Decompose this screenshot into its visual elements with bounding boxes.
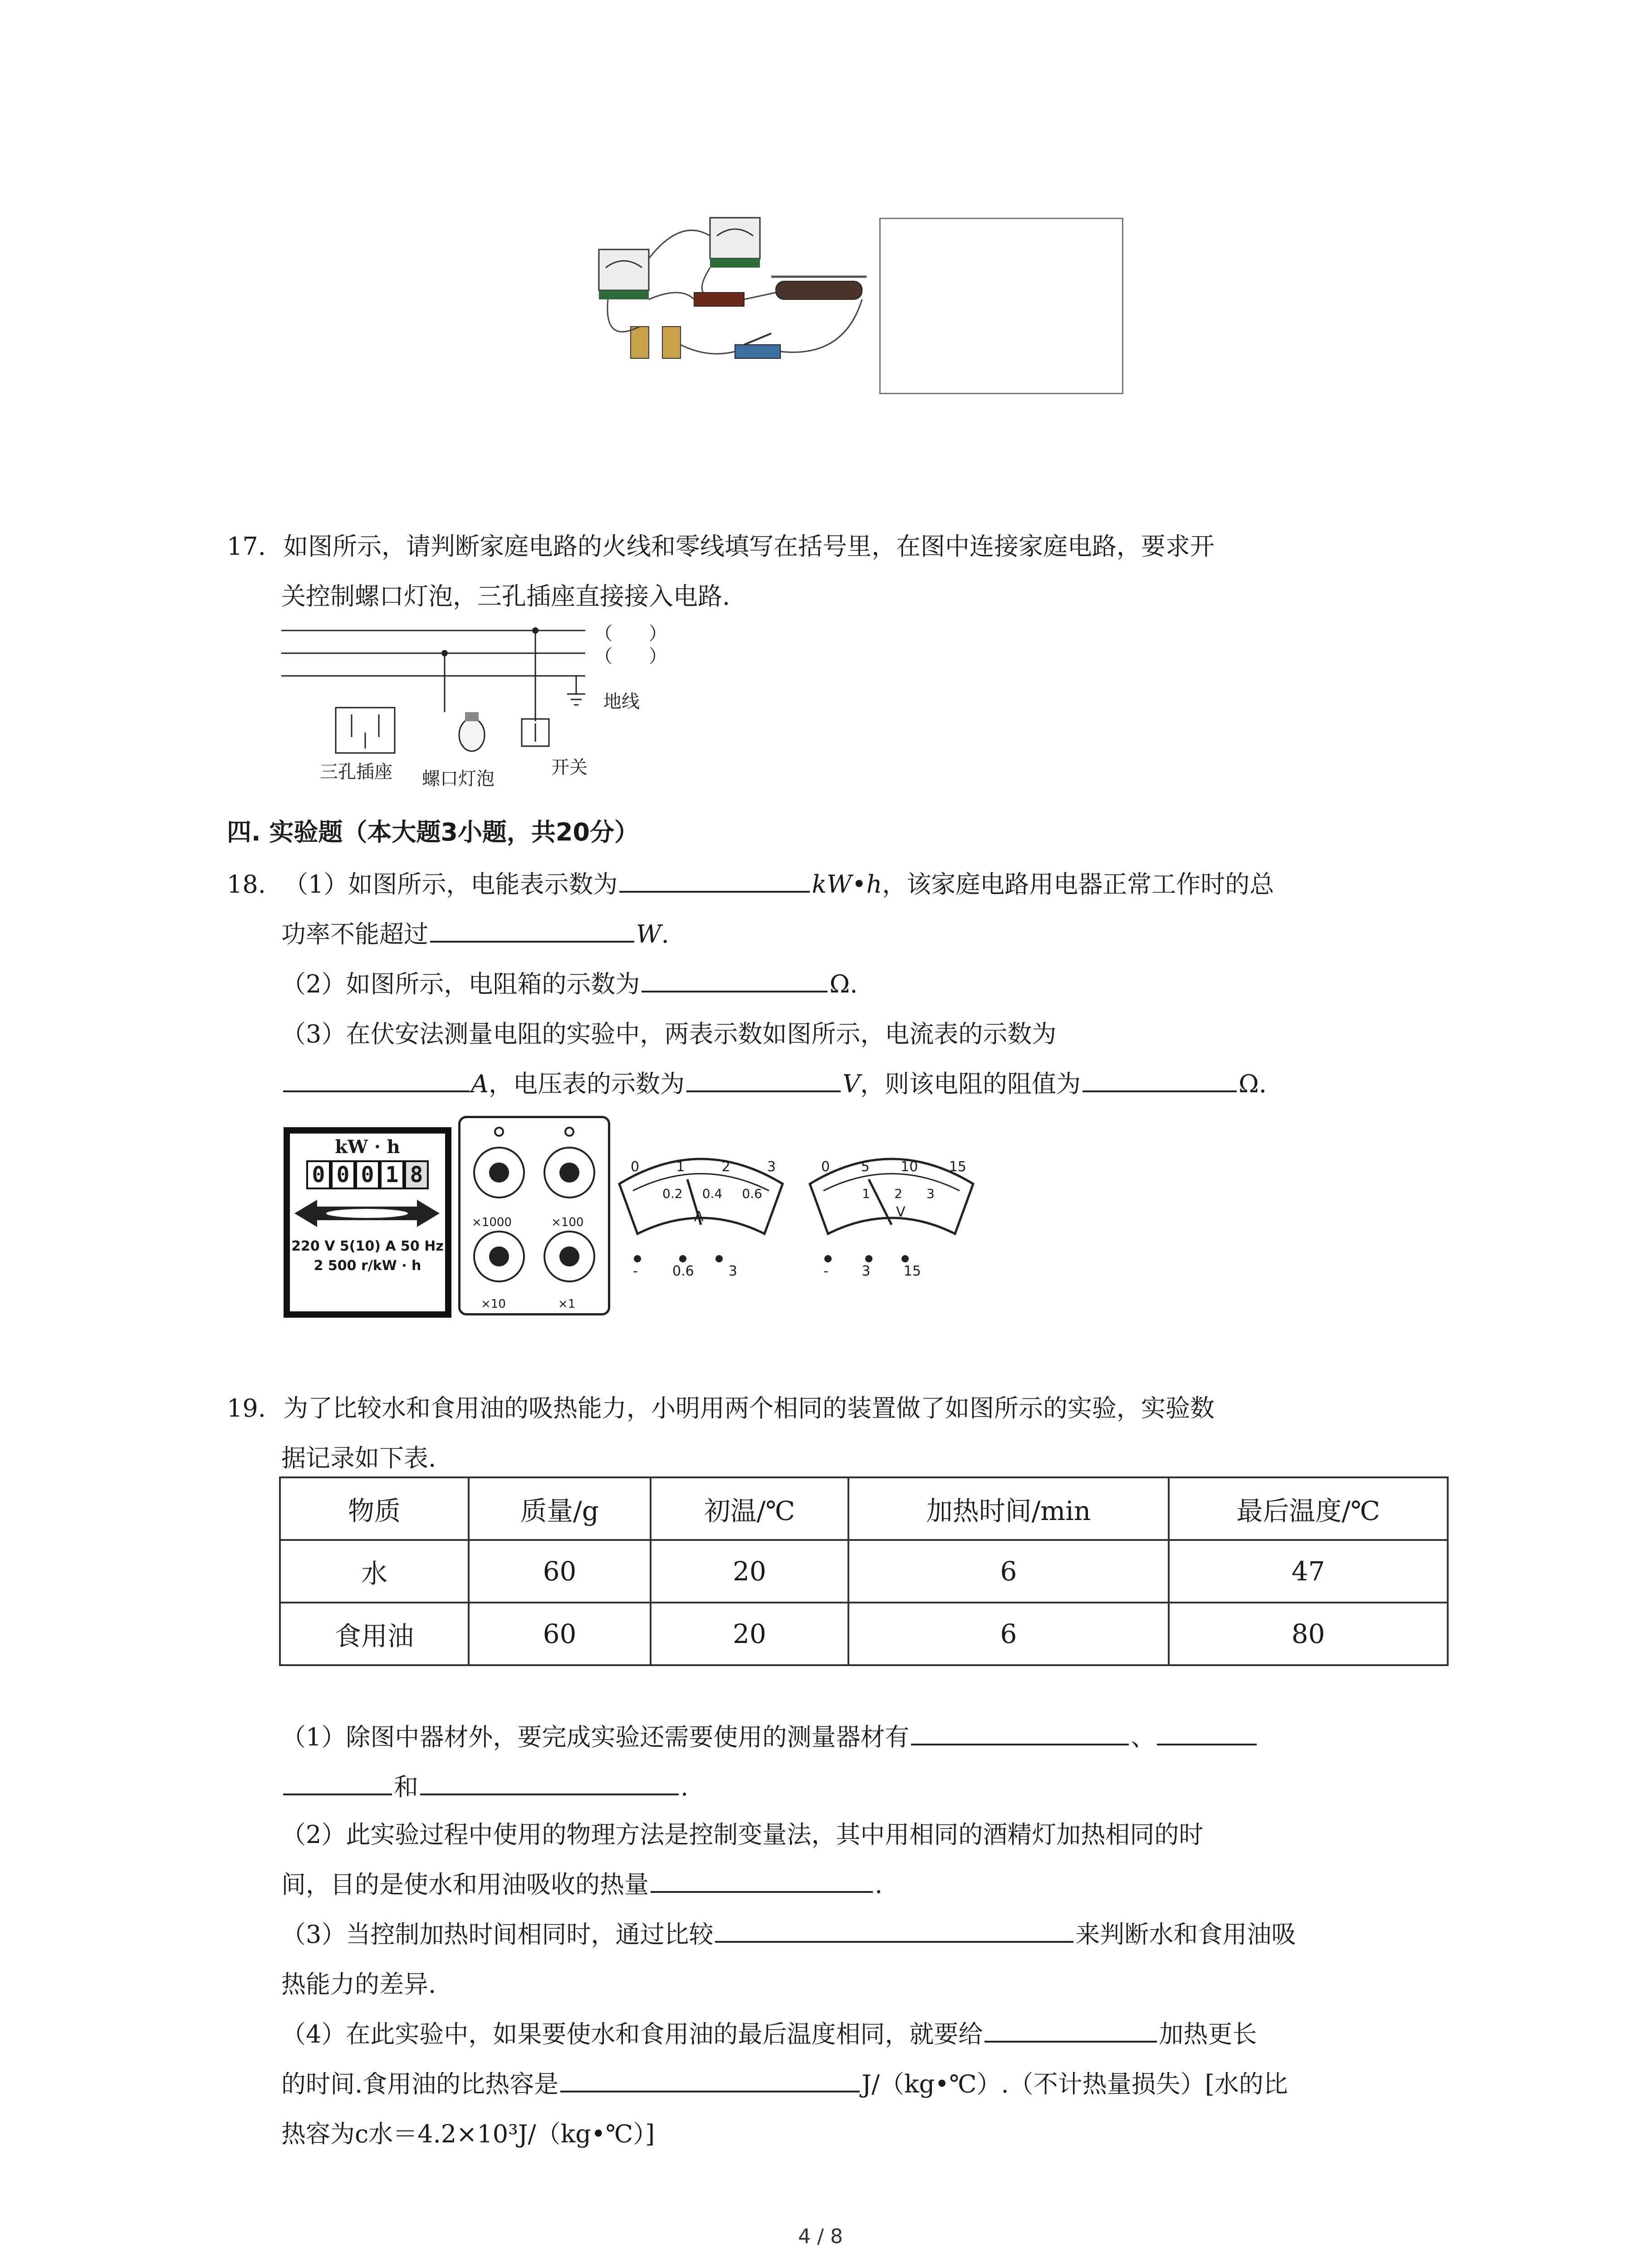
table-header: 质量/g [469,1477,651,1540]
ammeter-scale-bottom [662,1186,762,1201]
table-cell: 80 [1169,1603,1448,1665]
ammeter-scale-top [631,1159,776,1175]
q18-part3-text-c: ，则该电阻的阻值为 [860,1070,1081,1098]
ammeter-tick: 3 [767,1159,776,1175]
answer-blank-meter-reading[interactable] [619,864,810,893]
circuit-diagram-box [879,218,1123,394]
question-17-number: 17. [227,532,266,561]
q19-sub4-text-e: 热容为c水＝4.2×10³J/（kg•℃）] [281,2120,655,2148]
q18-part1-text-b: ，该家庭电路用电器正常工作时的总 [882,870,1274,899]
meter-digit: 1 [380,1160,404,1189]
q18-part3-text-b: ，电压表的示数为 [489,1070,685,1098]
q19-sub2-text: （2）此实验过程中使用的物理方法是控制变量法，其中用相同的酒精灯加热相同的时 [281,1820,1204,1849]
q18-part2-end: Ω. [829,970,858,998]
q19-sub2-text-b: 间，目的是使水和用油吸收的热量 [281,1870,649,1899]
energy-meter-title: kW · h [335,1136,400,1158]
energy-meter-spec2: 2 500 r/kW · h [314,1258,421,1274]
answer-blank-ammeter[interactable] [283,1063,469,1092]
meter-digit: 8 [404,1160,429,1189]
q18-part3-end: Ω. [1239,1070,1267,1098]
table-header: 初温/℃ [651,1477,848,1540]
energy-meter-spec1: 220 V 5(10) A 50 Hz [291,1238,444,1254]
q18-part3-text: （3）在伏安法测量电阻的实验中，两表示数如图所示，电流表的示数为 [281,1020,1057,1048]
table-header: 物质 [280,1477,469,1540]
meter-disc-icon [290,1193,444,1234]
voltmeter-tick: 1 [862,1186,870,1201]
switch-label: 开关 [551,757,588,778]
three-hole-socket-label: 三孔插座 [320,762,392,782]
voltmeter-scale-bottom [862,1186,935,1201]
answer-blank-longer-heating[interactable] [985,2014,1157,2043]
table-cell: 60 [469,1540,651,1603]
table-header: 最后温度/℃ [1169,1477,1448,1540]
question-18-number: 18. [227,870,266,899]
voltmeter-terminal: - [823,1263,828,1279]
table-header: 加热时间/min [848,1477,1169,1540]
question-19-intro-line1: 为了比较水和食用油的吸热能力，小明用两个相同的装置做了如图所示的实验，实验数 [284,1394,1215,1422]
table-cell: 6 [848,1540,1169,1603]
ammeter-tick: 1 [676,1159,685,1175]
q18-part1-text: （1）如图所示，电能表示数为 [284,870,618,899]
live-neutral-bracket-2: （ ） [594,646,667,667]
answer-blank-specific-heat[interactable] [560,2063,860,2092]
ammeter-tick: 0 [631,1159,640,1175]
table-cell: 47 [1169,1540,1448,1603]
voltmeter-tick: 0 [821,1159,830,1175]
table-cell: 20 [651,1603,848,1665]
question-17-text-line1: 如图所示，请判断家庭电路的火线和零线填写在括号里，在图中连接家庭电路，要求开 [284,532,1215,561]
energy-meter-digits [290,1160,445,1189]
ammeter-terminal: 3 [728,1263,737,1279]
q19-sub4-text-c: 的时间.食用油的比热容是 [281,2070,559,2098]
answer-blank-instrument-2b[interactable] [283,1766,392,1795]
answer-blank-heat-absorbed[interactable] [651,1864,873,1893]
energy-meter-figure [284,1127,451,1318]
q19-sub2-end: . [875,1870,883,1899]
voltmeter-terminal: 15 [903,1263,921,1279]
question-17-text-line2: 关控制螺口灯泡，三孔插座直接接入电路. [281,582,730,611]
answer-blank-instrument-2a[interactable] [1157,1716,1257,1745]
answer-blank-voltmeter[interactable] [686,1063,841,1092]
q19-sub3-text-b: 来判断水和食用油吸 [1075,1920,1296,1949]
unit-w: W [636,920,661,948]
screw-bulb-label: 螺口灯泡 [422,768,495,789]
unit-a: A [471,1070,489,1098]
resistor-box-multiplier: ×1 [558,1297,576,1311]
unit-kwh: kW•h [812,870,882,899]
question-19-number: 19. [227,1394,266,1422]
circuit-apparatus-figure [590,209,885,376]
table-cell: 60 [469,1603,651,1665]
q19-sub4-text-b: 加热更长 [1159,2020,1257,2048]
q18-part1-end: . [661,920,669,948]
resistor-box-multiplier: ×1000 [472,1216,512,1229]
table-row [280,1540,1448,1603]
voltmeter-tick: 10 [901,1159,918,1175]
voltmeter-terminals [823,1263,921,1279]
q19-sub3-text: （3）当控制加热时间相同时，通过比较 [281,1920,714,1949]
table-cell: 水 [280,1540,469,1603]
answer-blank-resistance[interactable] [1083,1063,1237,1092]
q19-sub1-end: . [681,1773,689,1801]
ammeter-terminals [633,1263,737,1279]
voltmeter-tick: 15 [949,1159,966,1175]
experiment-data-table [279,1476,1449,1666]
table-cell: 20 [651,1540,848,1603]
meter-digit: 0 [331,1160,355,1189]
meter-digit: 0 [355,1160,380,1189]
q19-sub4-text: （4）在此实验中，如果要使水和食用油的最后温度相同，就要给 [281,2020,983,2048]
ground-wire-label: 地线 [603,691,640,712]
voltmeter-scale-top [821,1159,966,1175]
table-cell: 6 [848,1603,1169,1665]
ammeter-tick: 2 [721,1159,730,1175]
q19-sub1-text: （1）除图中器材外，要完成实验还需要使用的测量器材有 [281,1723,910,1751]
question-19-intro-line2: 据记录如下表. [281,1444,436,1472]
voltmeter-terminal: 3 [862,1263,871,1279]
q18-part2-text: （2）如图所示，电阻箱的示数为 [281,970,640,998]
answer-blank-total-power[interactable] [430,914,634,943]
table-cell: 食用油 [280,1603,469,1665]
live-neutral-bracket-1: （ ） [594,623,667,644]
meter-digit: 0 [306,1160,331,1189]
ammeter-terminal: 0.6 [672,1263,694,1279]
voltmeter-tick: 3 [926,1186,935,1201]
ammeter-unit: A [694,1209,704,1225]
answer-blank-instrument-1[interactable] [911,1716,1129,1745]
voltmeter-unit: V [896,1204,906,1220]
table-row [280,1603,1448,1665]
answer-blank-compare[interactable] [715,1914,1073,1943]
answer-blank-instrument-3[interactable] [420,1766,679,1795]
unit-v: V [843,1070,860,1098]
q19-sub1-and: 和 [394,1773,418,1801]
section-4-heading: 四. 实验题（本大题3小题，共20分） [227,818,639,846]
table-header-row [280,1477,1448,1540]
voltmeter-tick: 2 [894,1186,902,1201]
ammeter-terminal: - [633,1263,638,1279]
page-number: 4 / 8 [798,2225,843,2248]
ammeter-tick: 0.2 [662,1186,683,1201]
resistor-box-multiplier: ×10 [481,1297,506,1311]
ammeter-tick: 0.6 [742,1186,762,1201]
q19-sub3-text-c: 热能力的差异. [281,1970,436,1999]
ammeter-tick: 0.4 [702,1186,723,1201]
voltmeter-tick: 5 [861,1159,870,1175]
q19-sub1-separator: 、 [1131,1723,1156,1751]
resistor-box-multiplier: ×100 [551,1216,584,1229]
answer-blank-resistor-box[interactable] [642,963,828,992]
q19-sub4-text-d: J/（kg•℃）.（不计热量损失）[水的比 [862,2070,1288,2098]
q18-part1-text-c: 功率不能超过 [281,920,428,948]
